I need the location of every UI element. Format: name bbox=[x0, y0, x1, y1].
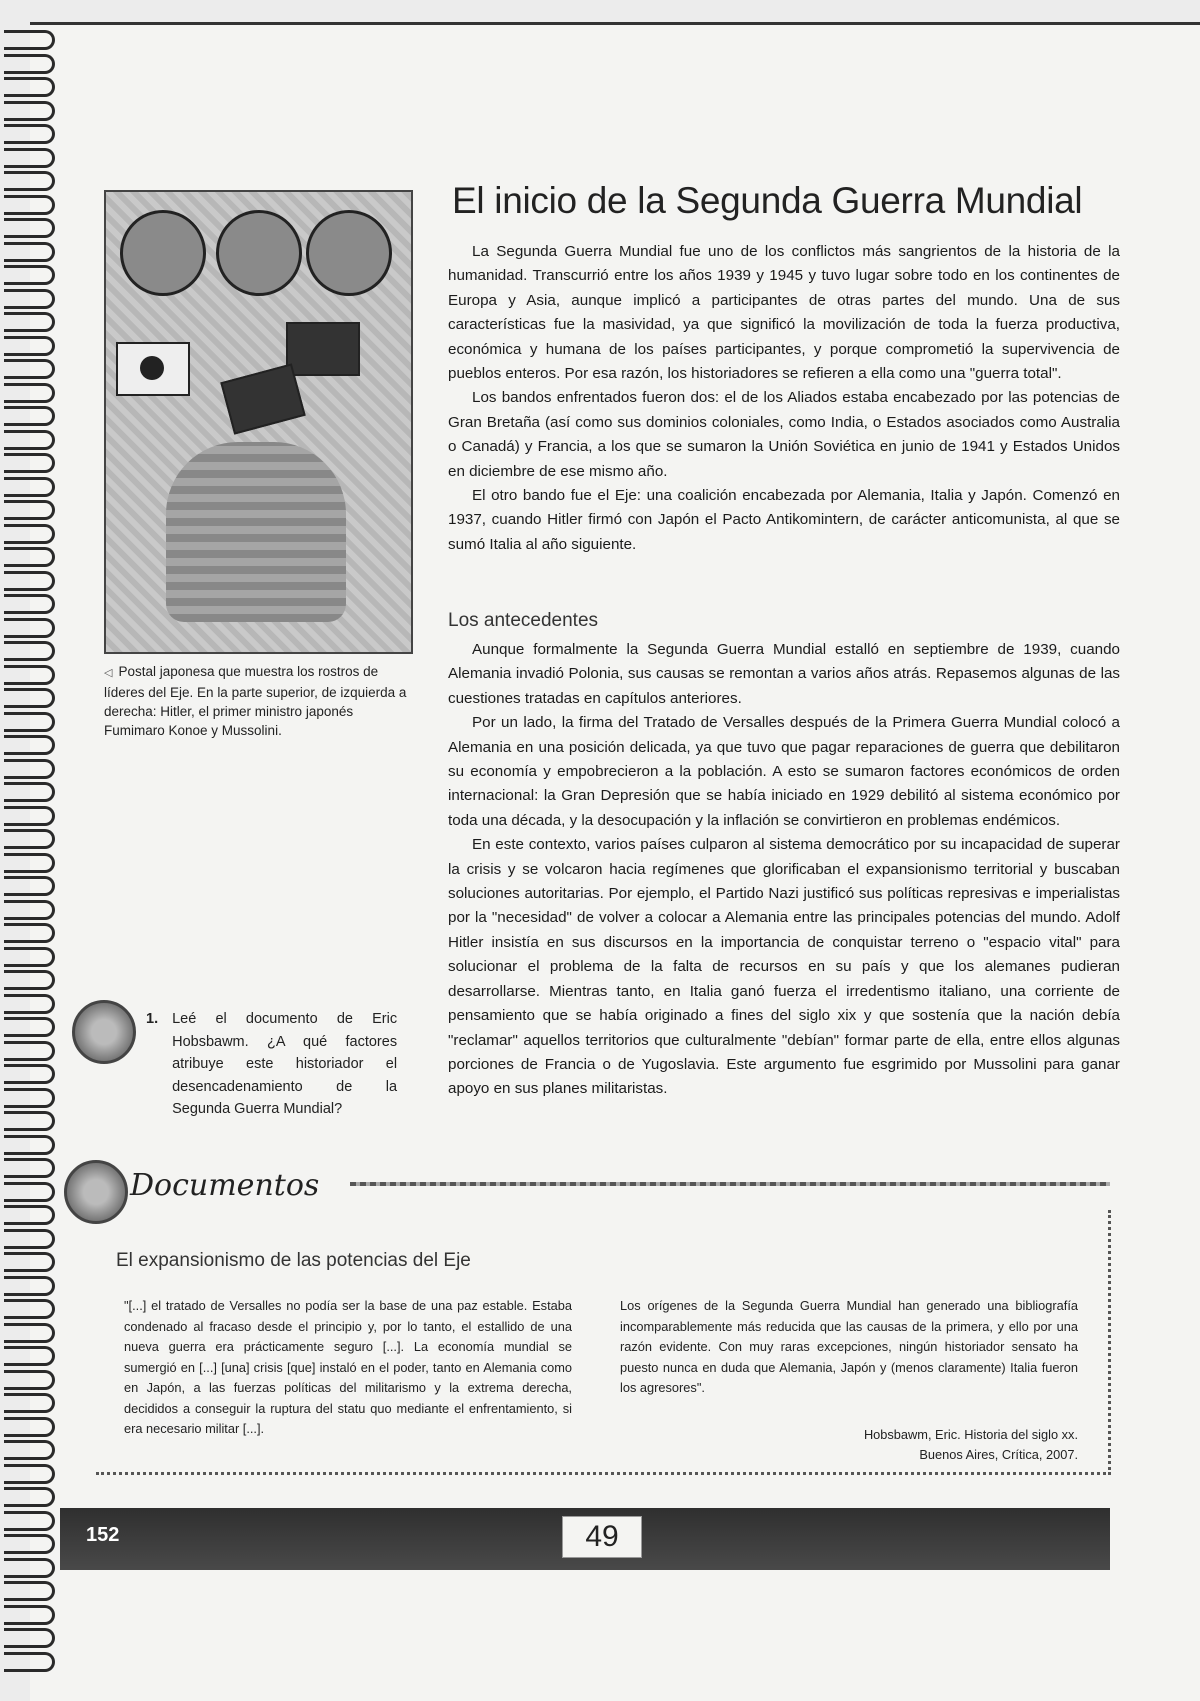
spiral-ring bbox=[4, 406, 55, 426]
spiral-ring bbox=[4, 383, 55, 403]
spiral-ring bbox=[4, 148, 55, 168]
spiral-ring bbox=[4, 500, 55, 520]
spiral-ring bbox=[4, 735, 55, 755]
spiral-ring bbox=[4, 641, 55, 661]
spiral-ring bbox=[4, 1135, 55, 1155]
figure-caption: ◁ Postal japonesa que muestra los rostros de líderes del Eje. En la parte superior, de izquierda a derecha: Hitler, el primer ministro japonés Fumimaro Konoe y Mussolini. bbox=[104, 664, 407, 738]
spiral-ring bbox=[4, 359, 55, 379]
spiral-ring bbox=[4, 1370, 55, 1390]
section-subhead: Los antecedentes bbox=[448, 610, 599, 631]
antecedentes-text bbox=[448, 638, 1120, 1102]
spiral-ring bbox=[4, 806, 55, 826]
document-quote-col2: Los orígenes de la Segunda Guerra Mundial han generado una bibliografía incomparablemente más reducida que las causas de la primera, y ello por una razón evidente. Con muy raras excepciones, ningún historiador sensato ha puesto nunca en duda que Alemania, Japón y (menos claramente) Italia fueron los agresores". bbox=[620, 1298, 1078, 1395]
spiral-ring bbox=[4, 1440, 55, 1460]
spiral-ring bbox=[4, 876, 55, 896]
spiral-ring bbox=[4, 453, 55, 473]
spiral-ring bbox=[4, 312, 55, 332]
spiral-ring bbox=[4, 1182, 55, 1202]
antecedentes-paragraph-1: Aunque formalmente la Segunda Guerra Mundial estalló en septiembre de 1939, cuando Alemania invadió Polonia, sus causas se remontan a varios años atrás. Repasemos algunas de las cuestiones tratadas en capítulos anteriores. bbox=[448, 641, 1120, 707]
spiral-ring bbox=[4, 1205, 55, 1225]
page-number: 152 bbox=[86, 1524, 120, 1546]
source-line-1: Hobsbawm, Eric. Historia del siglo xx. bbox=[863, 1427, 1078, 1442]
spiral-ring bbox=[4, 171, 55, 191]
source-line-2: Buenos Aires, Crítica, 2007. bbox=[919, 1447, 1078, 1462]
spiral-ring bbox=[4, 571, 55, 591]
spiral-ring bbox=[4, 994, 55, 1014]
spiral-ring bbox=[4, 218, 55, 238]
children-figures bbox=[166, 442, 346, 622]
spiral-ring bbox=[4, 1417, 55, 1437]
documents-title: El expansionismo de las potencias del Eje bbox=[116, 1250, 471, 1271]
spiral-ring bbox=[4, 265, 55, 285]
activity-text: Leé el documento de Eric Hobsbawm. ¿A qué factores atribuye este historiador el desencadenamiento de la Segunda Guerra Mundial? bbox=[172, 1011, 398, 1117]
spiral-ring bbox=[4, 1252, 55, 1272]
spiral-ring bbox=[4, 712, 55, 732]
spiral-ring bbox=[4, 759, 55, 779]
spiral-ring bbox=[4, 1041, 55, 1061]
antecedentes-paragraph-2: Por un lado, la firma del Tratado de Versalles después de la Primera Guerra Mundial colocó a Alemania en una posición delicada, ya que tuvo que pagar reparaciones de guerra que debilitaron su economía y empobrecieron a la población. A esto se sumaron factores económicos de orden internacional: la Gran Depresión que se había iniciado en 1929 debilitó al sistema económico por toda una década, y la desocupación y la inflación se convirtieron en problemas endémicos. bbox=[448, 714, 1120, 829]
spiral-ring bbox=[4, 1393, 55, 1413]
spiral-ring bbox=[4, 54, 55, 74]
spiral-ring bbox=[4, 1558, 55, 1578]
spiral-ring bbox=[4, 618, 55, 638]
activity-number: 1. bbox=[146, 1011, 159, 1027]
portrait-left bbox=[120, 210, 206, 296]
spiral-ring bbox=[4, 1158, 55, 1178]
spiral-ring bbox=[4, 1487, 55, 1507]
spiral-ring bbox=[4, 900, 55, 920]
spiral-ring bbox=[4, 77, 55, 97]
sheet-number: 49 bbox=[562, 1516, 642, 1558]
spiral-ring bbox=[4, 1323, 55, 1343]
spiral-ring bbox=[4, 1299, 55, 1319]
intro-paragraph-1: La Segunda Guerra Mundial fue uno de los conflictos más sangrientos de la historia de la humanidad. Transcurrió entre los años 1939 y 1945 y tuvo lugar sobre todo en los continentes de Europa y Asia, aunque implicó a participantes de otras partes del mundo. Una de sus características fue la masividad, ya que significó la movilización de toda la fuerza productiva, económica y humana de los países participantes, y porque comprometió la supervivencia de pueblos enteros. Por esa razón, los historiadores se refieren a ella como una "guerra total". bbox=[448, 243, 1120, 383]
spiral-ring bbox=[4, 477, 55, 497]
spiral-ring bbox=[4, 1581, 55, 1601]
spiral-ring bbox=[4, 30, 55, 50]
spiral-ring bbox=[4, 970, 55, 990]
spiral-ring bbox=[4, 782, 55, 802]
spiral-ring bbox=[4, 1017, 55, 1037]
spiral-ring bbox=[4, 1346, 55, 1366]
activity-icon bbox=[72, 1000, 136, 1064]
document-quote-col1: "[...] el tratado de Versalles no podía ser la base de una paz estable. Estaba condenado al fracaso desde el principio y, por lo tanto, el estallido de una nueva guerra era prácticamente seguro [...]. La economía mundial se sumergió en [...] [una] crisis [que] instaló en el poder, tanto en Alemania como en Japón, a las fuerzas políticas del militarismo y la extrema derecha, decididos a conseguir la ruptura del statu quo mediante el enfrentamiento, si era necesario militar [...]. bbox=[124, 1298, 572, 1436]
spiral-ring bbox=[4, 1652, 55, 1672]
spiral-ring bbox=[4, 1628, 55, 1648]
spiral-ring bbox=[4, 947, 55, 967]
spiral-ring bbox=[4, 524, 55, 544]
postcard-illustration bbox=[104, 190, 413, 654]
spiral-ring bbox=[4, 195, 55, 215]
flag-italy bbox=[220, 363, 305, 434]
antecedentes-paragraph-3: En este contexto, varios países culparon al sistema democrático por su incapacidad de superar la crisis y se volcaron hacia regímenes que glorificaban el expansionismo territorial y buscaban soluciones autoritarias. Por ejemplo, el Partido Nazi justificó sus políticas represivas e imperialistas por la "necesidad" de volver a colocar a Alemania entre las principales potencias del mundo. Adolf Hitler insistía en sus discursos en la importancia de conquistar terreno o "espacio vital" para solucionar el problema de la falta de recursos en su país y que los alemanes pudieran desarrollarse. Mientras tanto, en Italia ganó fuerza el irredentismo italiano, una corriente de pensamiento que se había originado a fines del siglo xix y que sostenía que la nación debía "reclamar" aquellos territorios que culturalmente "debían" formar parte de ella, entre ellos algunas porciones de Francia o de Yugoslavia. Este argumento fue esgrimido por Mussolini para ganar apoyo en sus planes militaristas. bbox=[448, 836, 1120, 1098]
caption-triangle-icon: ◁ bbox=[104, 667, 113, 679]
spiral-ring bbox=[4, 1464, 55, 1484]
spiral-ring bbox=[4, 242, 55, 262]
intro-paragraph-3: El otro bando fue el Eje: una coalición encabezada por Alemania, Italia y Japón. Comenzó en 1937, cuando Hitler firmó con Japón el Pacto Antikomintern, de carácter anticomunista, al que se sumó Italia al año siguiente. bbox=[448, 487, 1120, 553]
intro-paragraph-2: Los bandos enfrentados fueron dos: el de los Aliados estaba encabezado por las potencias de Gran Bretaña (así como sus dominios coloniales, como India, o Estados asociados como Australia o Canadá) y Francia, a los que se sumaron la Unión Soviética en junio de 1941 y Estados Unidos en diciembre de ese mismo año. bbox=[448, 389, 1120, 480]
documents-header: Documentos bbox=[130, 1168, 320, 1203]
portrait-right bbox=[306, 210, 392, 296]
spiral-ring bbox=[4, 1276, 55, 1296]
spiral-ring bbox=[4, 594, 55, 614]
documents-header-rule bbox=[350, 1182, 1110, 1186]
spiral-ring bbox=[4, 923, 55, 943]
spiral-binding bbox=[0, 30, 60, 1690]
spiral-ring bbox=[4, 124, 55, 144]
spiral-ring bbox=[4, 829, 55, 849]
spiral-ring bbox=[4, 547, 55, 567]
spiral-ring bbox=[4, 1605, 55, 1625]
spiral-ring bbox=[4, 665, 55, 685]
portrait-center bbox=[216, 210, 302, 296]
spiral-ring bbox=[4, 101, 55, 121]
page-title: El inicio de la Segunda Guerra Mundial bbox=[452, 180, 1083, 221]
spiral-ring bbox=[4, 1534, 55, 1554]
spiral-ring bbox=[4, 1111, 55, 1131]
spiral-ring bbox=[4, 853, 55, 873]
spiral-ring bbox=[4, 289, 55, 309]
flag-germany bbox=[286, 322, 360, 376]
intro-text bbox=[448, 240, 1120, 557]
spiral-ring bbox=[4, 336, 55, 356]
flag-japan bbox=[116, 342, 190, 396]
spiral-ring bbox=[4, 1088, 55, 1108]
activity-question bbox=[146, 1008, 411, 1121]
spiral-ring bbox=[4, 1511, 55, 1531]
spiral-ring bbox=[4, 688, 55, 708]
spiral-ring bbox=[4, 1229, 55, 1249]
spiral-ring bbox=[4, 1064, 55, 1084]
spiral-ring bbox=[4, 430, 55, 450]
document-source bbox=[620, 1425, 1078, 1465]
